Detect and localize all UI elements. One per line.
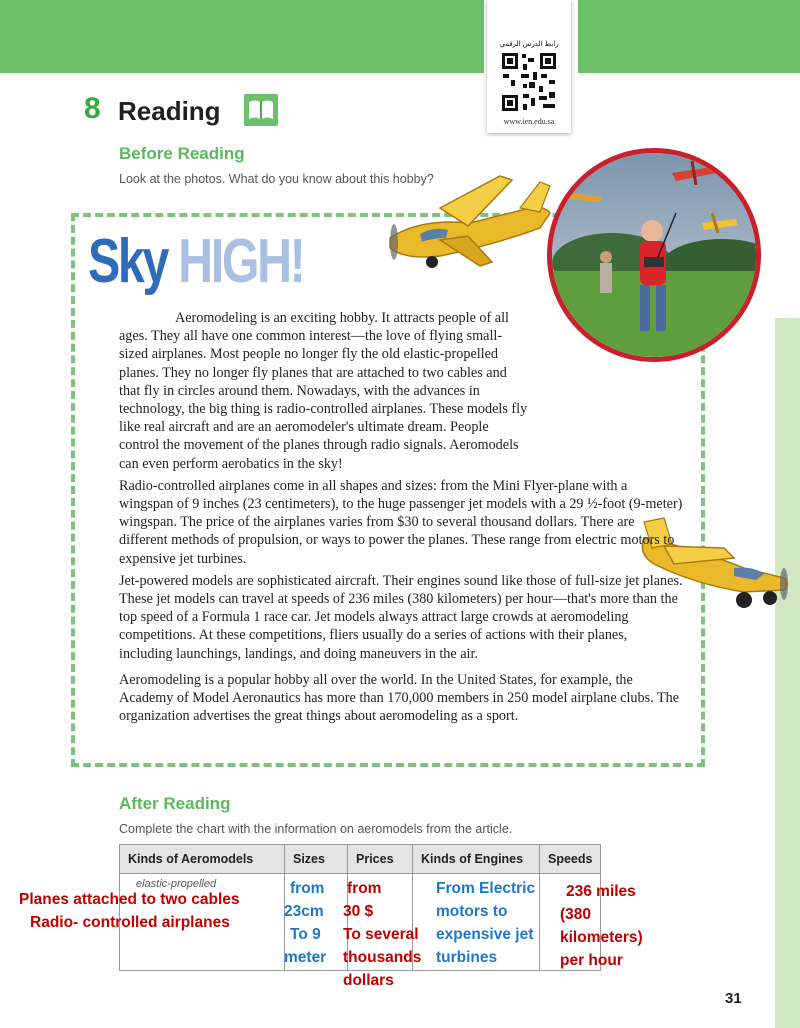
- column-header: Speeds: [540, 845, 601, 874]
- column-header: Sizes: [285, 845, 348, 874]
- column-header: Kinds of Engines: [413, 845, 540, 874]
- after-reading-instruction: Complete the chart with the information on aeromodels from the article.: [119, 822, 513, 836]
- book-icon: [244, 94, 278, 126]
- article-paragraph: Radio-controlled airplanes come in all shapes and sizes: from the Mini Flyer-plane with a wingspan of 9 inches (23 centimeters), to the huge passenger jet models with a 29 ½-foot (9-meter) wingspan. The price of the airplanes varies from $30 to several thousand dollars. There are different methods of propulsion, or ways to power the planes. These range from electric motors to expensive jet turbines.: [119, 477, 683, 567]
- after-reading-heading: After Reading: [119, 794, 231, 813]
- page-number: 31: [725, 990, 742, 1007]
- article-title-word1: Sky: [88, 227, 168, 296]
- yellow-airplane-image: [380, 168, 570, 272]
- answer-line: (380: [560, 906, 592, 923]
- answer-line: thousands: [343, 949, 422, 966]
- qr-card[interactable]: [487, 0, 571, 133]
- side-strip: [775, 318, 800, 1028]
- answer-line: 23cm: [284, 903, 324, 920]
- answer-line: from: [290, 880, 325, 897]
- answer-prices: [343, 877, 439, 992]
- answer-line: meter: [284, 949, 327, 966]
- answer-line: From Electric: [436, 880, 536, 897]
- column-header: Prices: [348, 845, 413, 874]
- article-paragraph: Aeromodeling is a popular hobby all over the world. In the United States, for example, the Academy of Model Aeronautics has more than 170,000 members in 250 model airplane clubs. The organization advertises the great things about aeromodeling as a sport.: [119, 671, 680, 725]
- answer-speeds: [560, 880, 660, 972]
- answer-line: 30 $: [343, 903, 374, 920]
- printed-example: elastic-propelled: [136, 878, 217, 890]
- qr-url[interactable]: www.ien.edu.sa: [503, 117, 555, 126]
- article-paragraph: Jet-powered models are sophisticated aircraft. Their engines sound like those of full-size jet planes. These jet models can travel at speeds of 236 miles (380 kilometers) per hour—that's more than the top speed of a Formula 1 race car. Jet models always attract large crowds at aeromodeling competitions. At these competitions, fliers usually do a series of actions with their planes, including launchings, landings, and doing maneuvers in the air.: [119, 572, 683, 662]
- answer-line: motors to: [436, 903, 508, 920]
- article-title: [88, 226, 303, 297]
- qr-caption: رابط الدرس الرقمي: [499, 40, 559, 48]
- header-green-bar-right: [578, 0, 800, 73]
- answer-sizes: [284, 877, 344, 969]
- answer-line: kilometers): [560, 929, 643, 946]
- header-green-bar: [0, 0, 484, 73]
- table-header-row: [120, 845, 601, 874]
- unit-title: Reading: [118, 96, 221, 126]
- answer-line: dollars: [343, 972, 394, 989]
- answer-engines: [436, 877, 546, 969]
- before-reading-heading: Before Reading: [119, 144, 245, 163]
- answer-line: per hour: [560, 952, 623, 969]
- article-paragraph: Aeromodeling is an exciting hobby. It attracts people of all ages. They all have one common interest—the love of flying small-sized airplanes. Most people no longer fly the old elastic-propelled planes. They no longer fly planes that are attached to two cables and that fly in circles around them. Nowadays, with the advances in technology, the big thing is radio-controlled airplanes. These models fly like real aircraft and are an aeromodeler's ultimate dream. People control the movement of the planes through radio signals. Aeromodels can even perform aerobatics in the sky!: [119, 310, 528, 472]
- before-reading-instruction: Look at the photos. What do you know about this hobby?: [119, 172, 434, 186]
- answer-line: turbines: [436, 949, 498, 966]
- article-body: [119, 309, 684, 729]
- answer-line: To 9: [290, 926, 321, 943]
- answer-line: 236 miles: [566, 883, 636, 900]
- answer-line: from: [347, 880, 382, 897]
- answer-line: To several: [343, 926, 419, 943]
- column-header: Kinds of Aeromodels: [120, 845, 285, 874]
- qr-code-icon[interactable]: [501, 52, 557, 112]
- unit-number: 8: [84, 92, 101, 125]
- answer-kinds-line2: Radio- controlled airplanes: [30, 914, 230, 931]
- answer-kinds-line1: Planes attached to two cables: [19, 891, 240, 908]
- answer-line: expensive jet: [436, 926, 534, 943]
- article-title-word2: HIGH!: [178, 227, 304, 296]
